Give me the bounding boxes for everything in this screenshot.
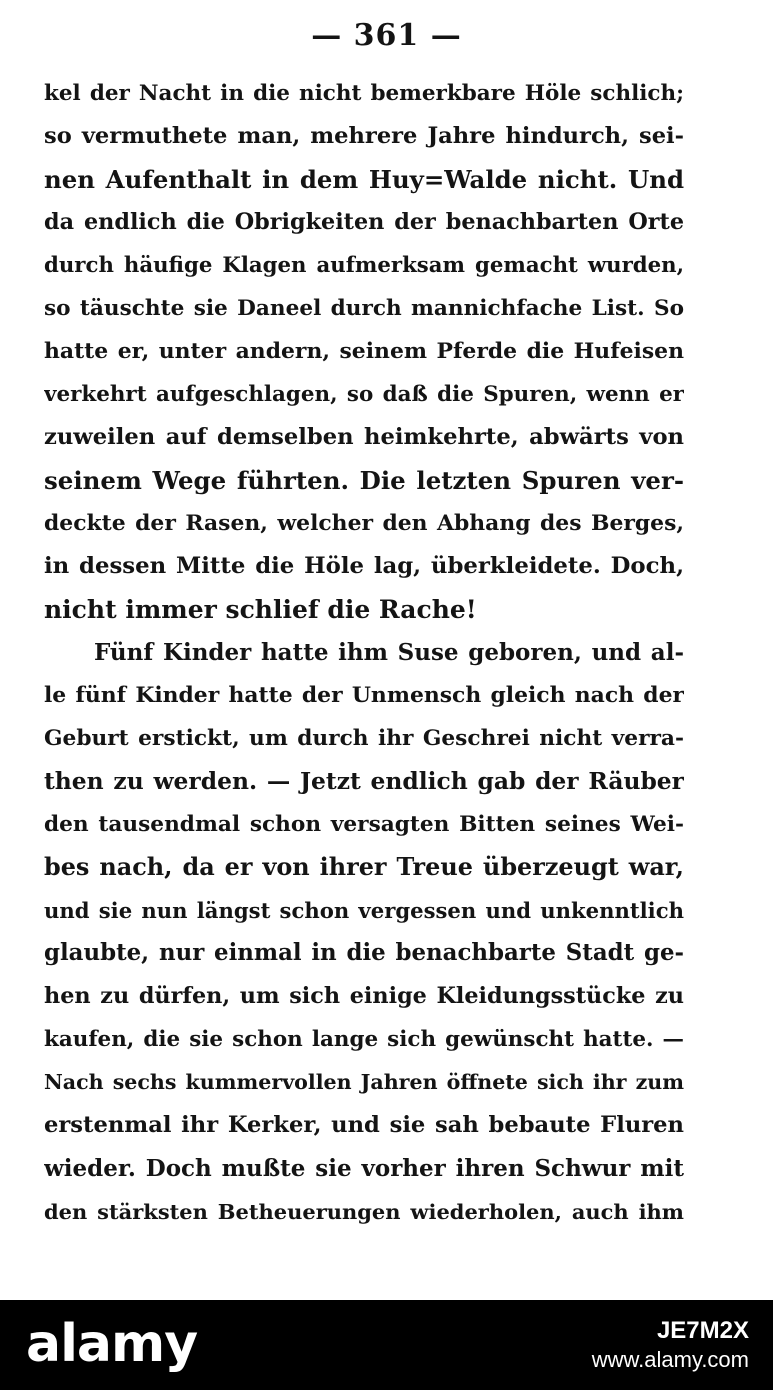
text-line: zuweilen auf demselben heimkehrte, abwärts von	[44, 424, 684, 450]
text-line: kel der Nacht in die nicht bemerkbare Höle schlich;	[44, 81, 684, 106]
text-line: kaufen, die sie schon lange sich gewünscht hatte. —	[44, 1027, 684, 1052]
text-line: den stärksten Betheuerungen wiederholen, auch ihm	[44, 1199, 684, 1224]
text-line: verkehrt aufgeschlagen, so daß die Spuren, wenn er	[44, 382, 684, 407]
text-line: da endlich die Obrigkeiten der benachbarten Orte	[44, 209, 684, 235]
footer-url: www.alamy.com	[591, 1347, 749, 1372]
page-number: — 361 —	[311, 18, 462, 53]
text-line: den tausendmal schon versagten Bitten seines Wei-	[44, 812, 684, 837]
text-line: bes nach, da er von ihrer Treue überzeugt war,	[44, 853, 684, 881]
footer-meta	[592, 1316, 749, 1374]
text-line: glaubte, nur einmal in die benachbarte Stadt ge-	[44, 940, 684, 966]
text-line: deckte der Rasen, welcher den Abhang des Berges,	[44, 510, 684, 536]
text-line: seinem Wege führten. Die letzten Spuren ver-	[44, 466, 684, 495]
text-line: hatte er, unter andern, seinem Pferde die Hufeisen	[44, 338, 684, 364]
alamy-logo: alamy	[26, 1314, 198, 1374]
text-line: durch häufige Klagen aufmerksam gemacht wurden,	[44, 253, 684, 278]
text-line: le fünf Kinder hatte der Unmensch gleich nach der	[44, 682, 684, 708]
watermark-footer	[0, 1300, 773, 1390]
text-line: Geburt erstickt, um durch ihr Geschrei nicht verra-	[44, 726, 684, 751]
text-line: wieder. Doch mußte sie vorher ihren Schwur mit	[44, 1155, 684, 1182]
text-line: hen zu dürfen, um sich einige Kleidungsstücke zu	[44, 983, 684, 1009]
text-line: so vermuthete man, mehrere Jahre hindurch, sei-	[44, 123, 684, 149]
text-line: erstenmal ihr Kerker, und sie sah bebaute Fluren	[44, 1112, 684, 1138]
text-line: in dessen Mitte die Höle lag, überkleidete. Doch,	[44, 553, 684, 579]
body-text	[44, 72, 684, 1233]
text-line: so täuschte sie Daneel durch mannichfache List. So	[44, 296, 684, 321]
image-id: JE7M2X	[656, 1317, 749, 1344]
text-line: und sie nun längst schon vergessen und unkenntlich	[44, 898, 684, 923]
text-line: Fünf Kinder hatte ihm Suse geboren, und al-	[94, 639, 684, 666]
text-line: nicht immer schlief die Rache!	[44, 595, 477, 624]
text-line: then zu werden. — Jetzt endlich gab der Räuber	[44, 767, 684, 795]
text-line: Nach sechs kummervollen Jahren öffnete sich ihr zum	[44, 1070, 684, 1094]
text-line: nen Aufenthalt in dem Huy=Walde nicht. Und	[44, 165, 684, 194]
